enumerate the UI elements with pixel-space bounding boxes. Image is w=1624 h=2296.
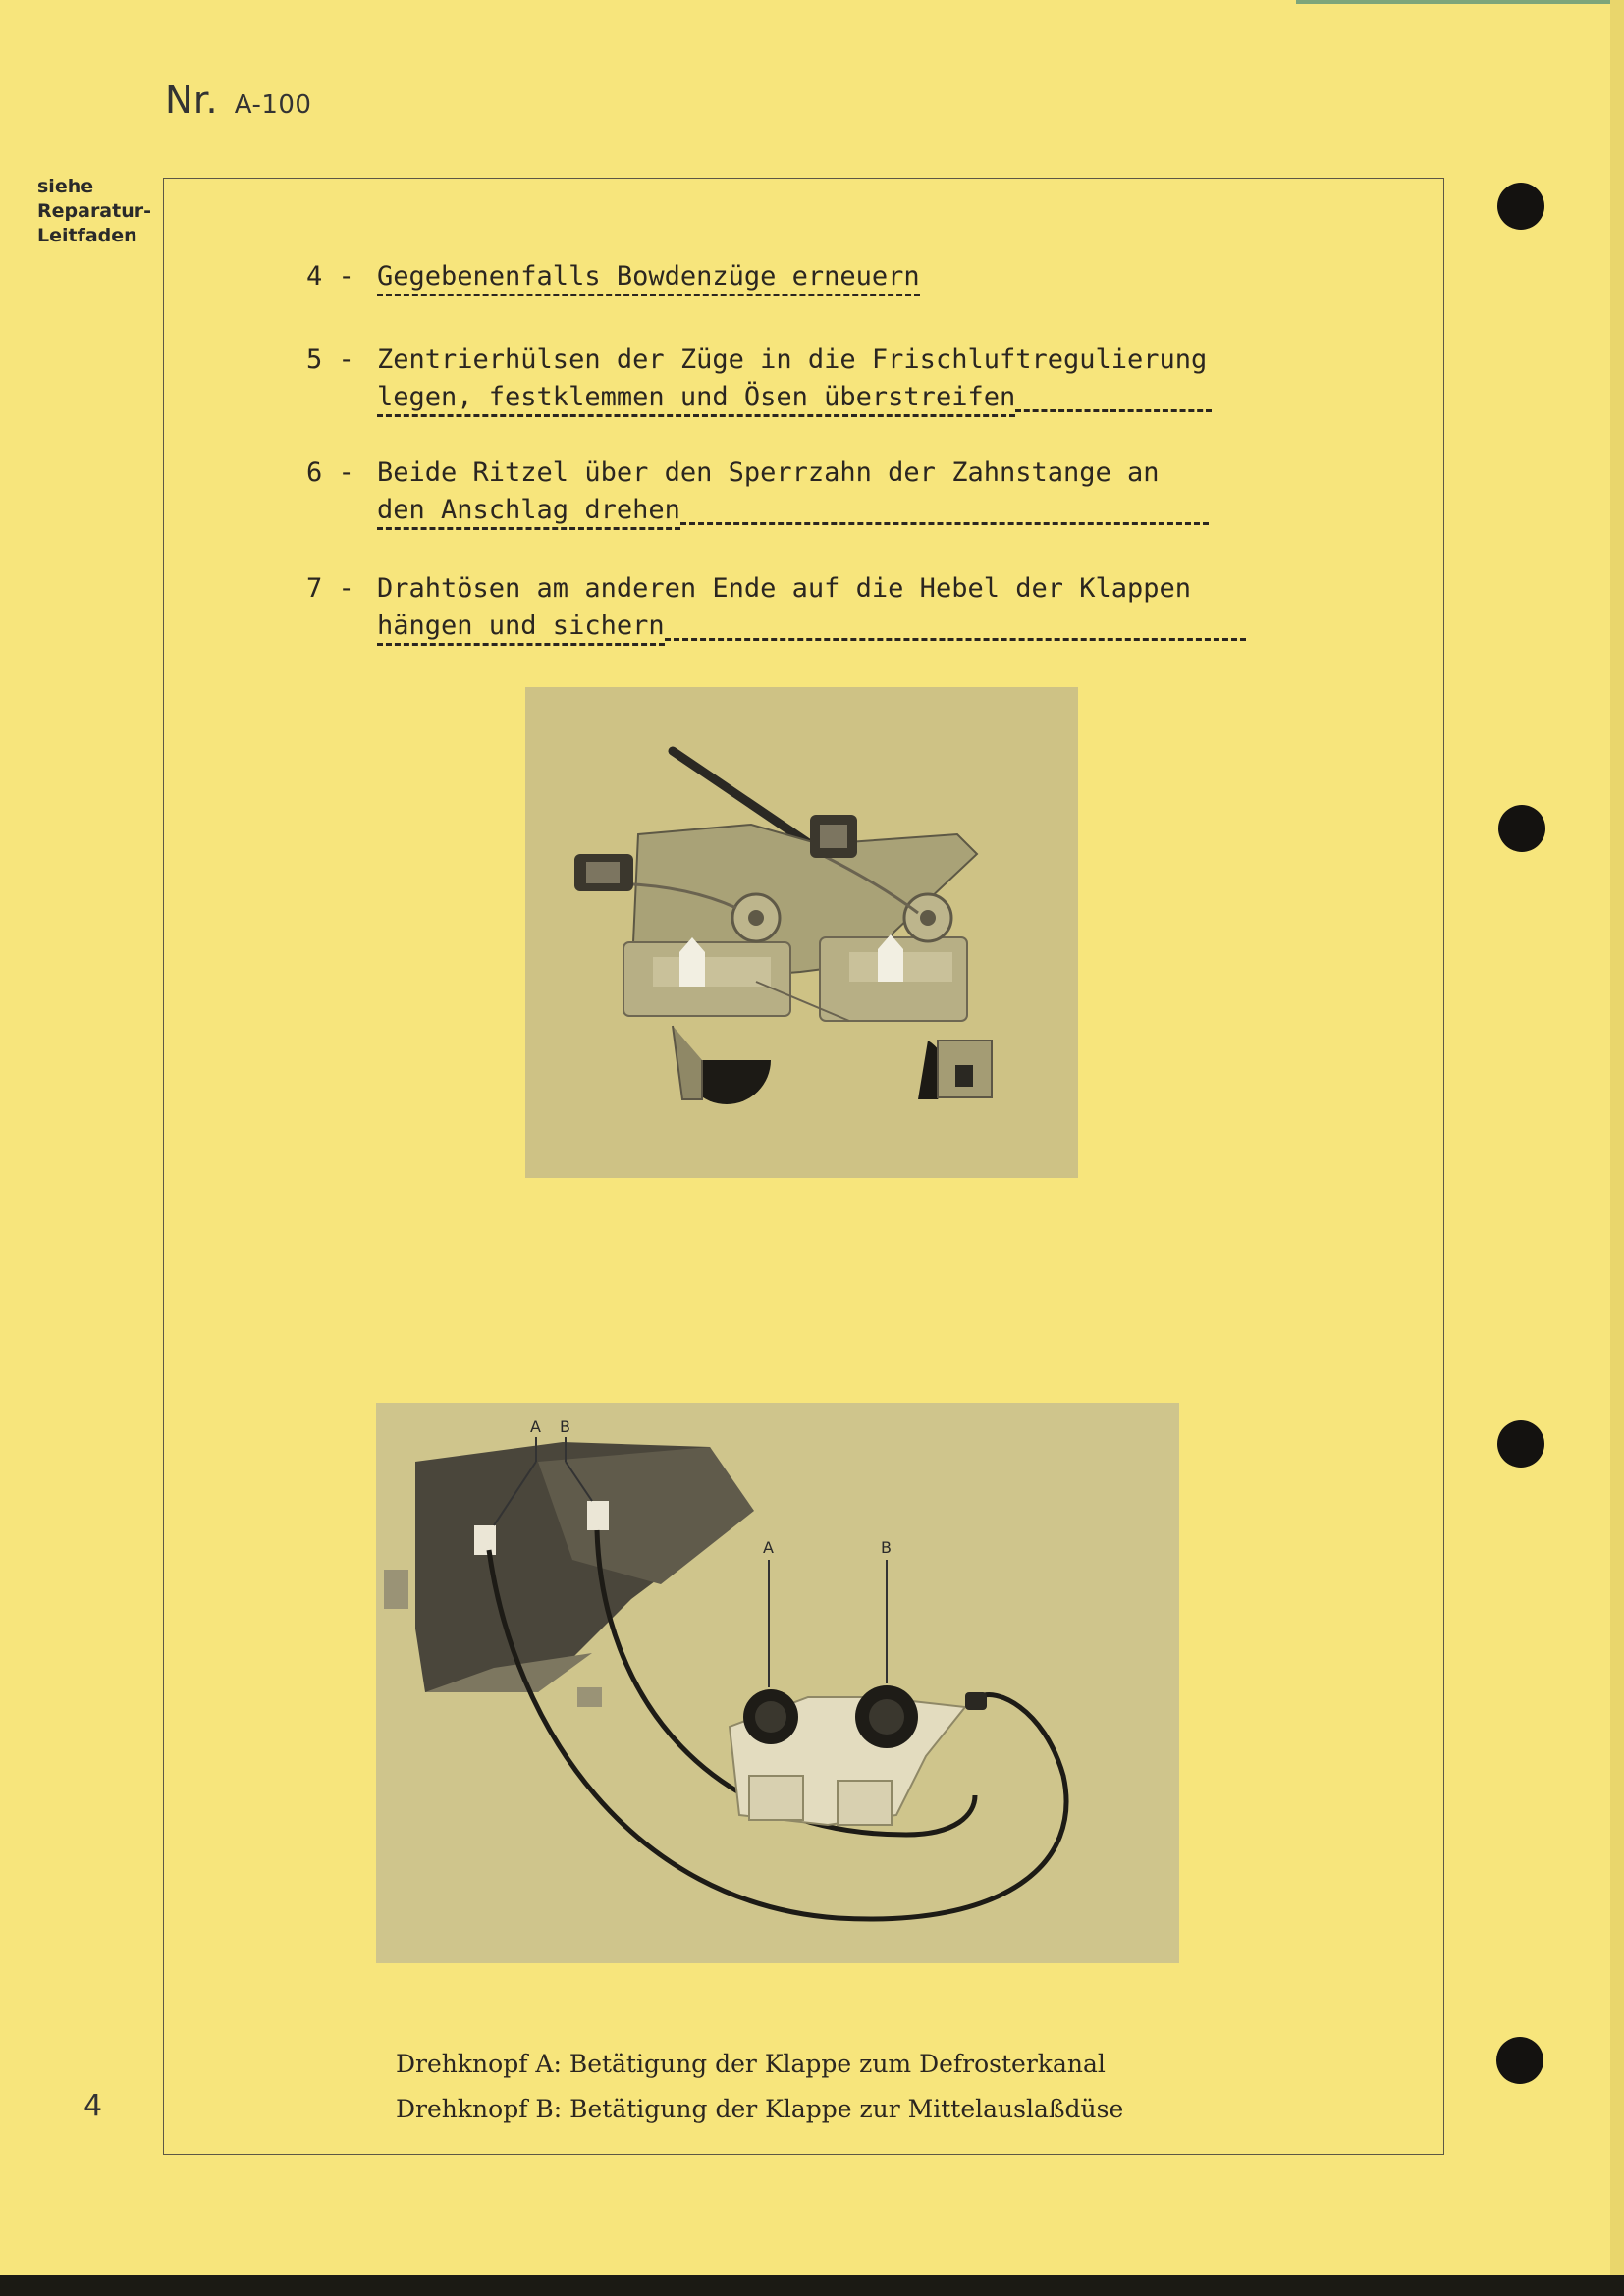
step-number: 7 - xyxy=(306,573,354,604)
label-a-knob: A xyxy=(763,1538,774,1557)
photo-control-unit xyxy=(525,687,1078,1178)
side-note xyxy=(37,175,151,248)
punch-hole xyxy=(1498,805,1545,852)
step-text-continued: hängen und sichern xyxy=(377,611,665,646)
punch-hole xyxy=(1497,1420,1544,1468)
label-b-knob: B xyxy=(881,1538,892,1557)
photo-bowden-assembly xyxy=(376,1403,1179,1963)
document-number xyxy=(165,79,311,122)
scan-edge-right xyxy=(1610,0,1624,2275)
dashed-rule xyxy=(665,638,1246,641)
step-text: Drahtösen am anderen Ende auf die Hebel der Klappen xyxy=(377,573,1192,604)
step-text: Zentrierhülsen der Züge in die Frischluftregulierung xyxy=(377,345,1208,375)
document-number-value: A-100 xyxy=(234,90,312,120)
step-item xyxy=(306,457,1160,525)
dashed-rule xyxy=(680,522,1209,525)
label-b-top: B xyxy=(560,1417,570,1436)
label-a-top: A xyxy=(530,1417,541,1436)
scan-edge-top xyxy=(1296,0,1624,4)
side-note-line: Leitfaden xyxy=(37,225,137,246)
caption-line: Drehknopf B: Betätigung der Klappe zur Mittelauslaßdüse xyxy=(396,2095,1124,2123)
punch-hole xyxy=(1496,2037,1543,2084)
step-text: Beide Ritzel über den Sperrzahn der Zahnstange an xyxy=(377,457,1160,488)
caption-line: Drehknopf A: Betätigung der Klappe zum Defrosterkanal xyxy=(396,2050,1106,2078)
step-text-continued: legen, festklemmen und Ösen überstreifen xyxy=(377,382,1015,417)
side-note-line: Reparatur- xyxy=(37,200,151,222)
step-number: 4 - xyxy=(306,261,354,292)
step-number: 6 - xyxy=(306,457,354,488)
punch-hole xyxy=(1497,183,1544,230)
dashed-rule xyxy=(1015,409,1212,412)
step-item xyxy=(306,573,1192,641)
step-text: Gegebenenfalls Bowdenzüge erneuern xyxy=(377,261,920,296)
step-item xyxy=(306,345,1208,412)
photo-caption xyxy=(396,2042,1123,2132)
document-number-prefix: Nr. xyxy=(165,79,219,122)
page-number: 4 xyxy=(83,2089,103,2123)
step-item xyxy=(306,261,920,296)
step-number: 5 - xyxy=(306,345,354,375)
step-text-continued: den Anschlag drehen xyxy=(377,495,680,530)
scan-edge-bottom xyxy=(0,2275,1624,2296)
side-note-line: siehe xyxy=(37,176,94,197)
